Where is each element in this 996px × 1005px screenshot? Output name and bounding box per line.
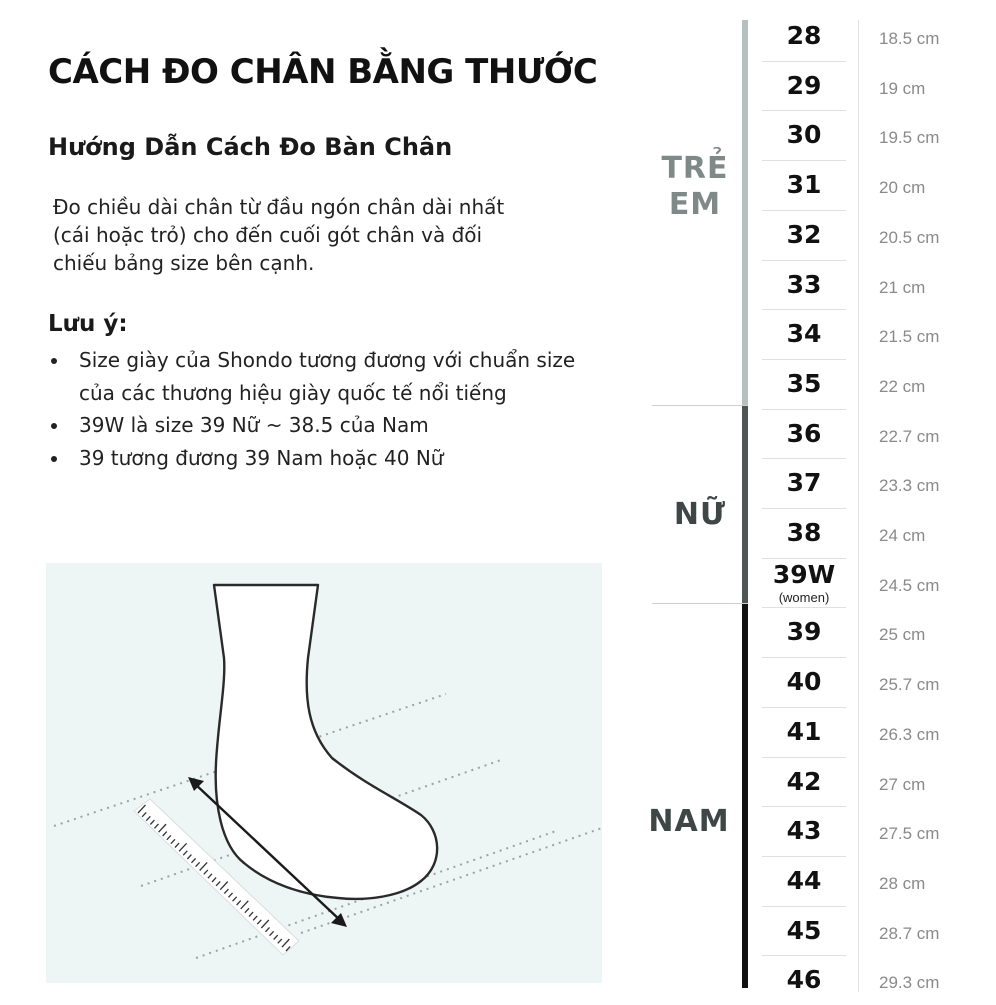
shoe-size: 29: [786, 70, 822, 100]
row-divider: [762, 359, 846, 360]
foot-length-cm: 29.3 cm: [879, 973, 940, 993]
size-row: [762, 260, 846, 310]
row-divider: [762, 707, 846, 708]
row-divider: [762, 210, 846, 211]
row-divider: [762, 458, 846, 459]
group-label-line: NAM: [648, 804, 730, 839]
page-subtitle: Hướng Dẫn Cách Đo Bàn Chân: [48, 133, 453, 161]
shoe-size: 40: [786, 667, 822, 697]
foot-length-cm: 18.5 cm: [879, 29, 940, 48]
group-separator: [652, 603, 748, 604]
size-row: [762, 707, 846, 757]
sock-foot-icon: [214, 585, 437, 899]
shoe-size: 46: [786, 965, 822, 995]
row-divider: [762, 409, 846, 410]
row-divider: [762, 607, 846, 608]
foot-length-cm: 19.5 cm: [879, 128, 940, 148]
size-row: [762, 955, 846, 1005]
shoe-size: 31: [786, 170, 822, 200]
group-label-line: EM: [668, 187, 722, 222]
size-row: [762, 409, 846, 459]
page-title: CÁCH ĐO CHÂN BẰNG THƯỚC: [48, 52, 598, 92]
description-line: chiếu bảng size bên cạnh.: [53, 251, 315, 275]
note-item: Size giày của Shondo tương đương với chuẩn size của các thương hiệu giày quốc tế nổi tiếng: [48, 344, 608, 409]
foot-length-cm: 21.5 cm: [879, 327, 940, 347]
size-row: [762, 11, 846, 61]
row-divider: [762, 508, 846, 509]
row-divider: [762, 955, 846, 956]
note-item: 39 tương đương 39 Nam hoặc 40 Nữ: [48, 442, 608, 475]
men-group-bar: [742, 603, 748, 988]
size-row: [762, 657, 846, 707]
row-divider: [762, 160, 846, 161]
foot-length-cm: 19 cm: [879, 78, 926, 98]
size-row: [762, 359, 846, 409]
size-row: [762, 160, 846, 210]
row-divider: [762, 806, 846, 807]
size-row: [762, 607, 846, 657]
row-divider: [762, 757, 846, 758]
shoe-size: 30: [786, 120, 822, 150]
illustration-svg: [46, 563, 602, 983]
foot-length-cm: 28 cm: [879, 873, 926, 893]
description-line: (cái hoặc trỏ) cho đến cuối gót chân và đối: [53, 223, 483, 247]
foot-length-cm: 26.3 cm: [879, 724, 940, 744]
row-divider: [762, 856, 846, 857]
foot-length-cm: 25 cm: [879, 625, 926, 645]
foot-measure-illustration: [46, 563, 602, 983]
row-divider: [762, 110, 846, 111]
size-row: [762, 757, 846, 807]
foot-length-cm: 24 cm: [879, 526, 926, 545]
women-group-label: [652, 497, 748, 533]
shoe-size: 45: [786, 915, 822, 945]
shoe-size: 44: [786, 865, 822, 895]
row-divider: [762, 260, 846, 261]
foot-length-cm: 22 cm: [879, 376, 926, 396]
size-row: [762, 558, 846, 608]
foot-length-cm: 28.7 cm: [879, 923, 940, 943]
row-divider: [762, 558, 846, 559]
foot-length-cm: 23.3 cm: [879, 476, 940, 496]
notes-heading: Lưu ý:: [48, 311, 128, 337]
description-line: Đo chiều dài chân từ đầu ngón chân dài nhất: [53, 195, 505, 219]
size-row: [762, 61, 846, 111]
group-label-line: NỮ: [673, 497, 727, 532]
foot-length-cm: 20 cm: [879, 178, 926, 198]
row-divider: [762, 906, 846, 907]
foot-length-cm: 27 cm: [879, 774, 926, 794]
shoe-size: 36: [786, 418, 822, 448]
foot-length-cm: 21 cm: [879, 277, 926, 297]
foot-length-cm: 22.7 cm: [879, 426, 940, 446]
size-row: [762, 806, 846, 856]
row-divider: [762, 61, 846, 62]
shoe-size: 39W: [772, 559, 836, 589]
shoe-size: 43: [786, 816, 822, 846]
note-item: 39W là size 39 Nữ ~ 38.5 của Nam: [48, 409, 608, 442]
shoe-size: 32: [786, 219, 822, 249]
shoe-size-note: (women): [778, 589, 830, 605]
shoe-size: 35: [786, 368, 822, 398]
shoe-size: 34: [786, 319, 822, 349]
row-divider: [762, 309, 846, 310]
size-row: [762, 210, 846, 260]
size-row: [762, 309, 846, 359]
shoe-size: 38: [786, 518, 822, 547]
kids-group-label: [652, 151, 738, 223]
kids-group-bar: [742, 20, 748, 405]
foot-length-cm: 20.5 cm: [879, 227, 940, 247]
size-row: [762, 508, 846, 558]
shoe-size: 39: [786, 617, 822, 647]
measure-description: [53, 193, 593, 277]
group-label-line: TRẺ: [661, 151, 729, 186]
size-row: [762, 110, 846, 160]
size-row: [762, 906, 846, 956]
size-row: [762, 458, 846, 508]
shoe-size: 33: [786, 269, 822, 299]
column-divider: [858, 20, 859, 992]
foot-length-cm: 27.5 cm: [879, 824, 940, 844]
shoe-size: 37: [786, 468, 822, 498]
men-group-label: [646, 804, 732, 840]
shoe-size: 41: [786, 716, 822, 746]
foot-length-cm: 25.7 cm: [879, 675, 940, 695]
row-divider: [762, 657, 846, 658]
size-row: [762, 856, 846, 906]
shoe-size: 42: [786, 766, 822, 796]
group-separator: [652, 405, 748, 406]
shoe-size: 28: [786, 21, 822, 50]
foot-length-cm: 24.5 cm: [879, 575, 940, 595]
notes-list: [48, 344, 608, 474]
